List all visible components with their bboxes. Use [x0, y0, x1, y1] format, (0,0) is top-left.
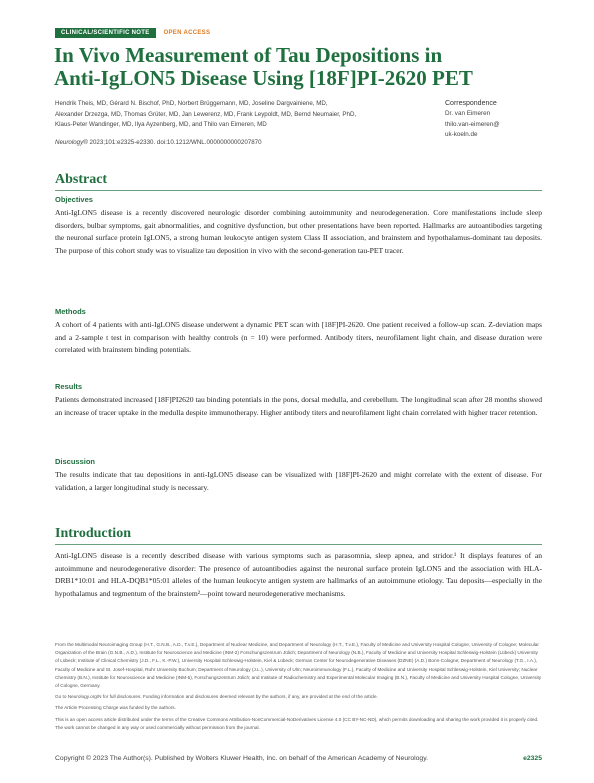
- correspondence-box: [445, 98, 545, 141]
- abstract-divider: [55, 190, 542, 191]
- page-number: e2325: [523, 755, 542, 762]
- discussion-heading: Discussion: [55, 457, 96, 466]
- article-title: [54, 44, 524, 90]
- section-badge: CLINICAL/SCIENTIFIC NOTE: [55, 28, 156, 38]
- methods-heading: Methods: [55, 307, 86, 316]
- citation-line: [55, 139, 262, 146]
- objectives-text: Anti-IgLON5 disease is a recently discovered neurologic disorder combining autoimmunity and neurodegeneration. Core manifestations include sleep disorders, bulbar symptoms, gait abnormalities, and cognitive dysfunction, but other presentations have been reported. Hallmarks are autoantibodies targeting the neuronal surface protein IgLON5, a strong human leukocyte antigen system Class II association, and brainstem and hypothalamus-dominant tau deposits. The purpose of this cohort study was to visualize tau deposition in vivo with the second-generation tau-PET tracer.: [55, 208, 542, 256]
- author-list: [55, 99, 410, 131]
- results-heading: Results: [55, 382, 83, 391]
- title-line-1: In Vivo Measurement of Tau Depositions in: [54, 43, 443, 67]
- correspondence-email-line-1[interactable]: thilo.van-eimeren@: [445, 120, 500, 128]
- correspondence-heading: Correspondence: [445, 100, 497, 107]
- methods-text: A cohort of 4 patients with anti-IgLON5 disease underwent a dynamic PET scan with [18F]PI-2620. One patient received a follow-up scan. Z-deviation maps and a 2-sample t test in comparison with healthy controls (n = 10) were performed. Antibody titers, neurofilament light chain, and disease duration were correlated with brainstem binding potentials.: [55, 320, 542, 355]
- correspondence-name: Dr. van Eimeren: [445, 110, 491, 117]
- affiliations-note: From the Multimodal Neuroimaging Group (H.T., G.N.B., A.D., T.v.E.), Department of Nuclear Medicine, and Department of Neurology (H.T., T.v.E.), Faculty of Medicine and University Hospital Cologne, University of Cologne; Molecular Organization of the Brain (G.N.B., A.D.), Institute for Neuroscience and Medicine (INM-2) Forschungszentrum Jülich; Department of Neurology (N.B.), Faculty of Medicine and University Hospital Schleswig-Holstein (Lübeck) University of Lübeck; Institute of Clinical Chemistry (J.D., F.L., K.-P.W.), University Hospital Schleswig-Holstein, Kiel & Lübeck; German Center for Neurodegenerative Diseases (DZNE) (A.D.) Bonn-Cologne; Department of Neurology (T.G., I.A.), Faculty of Medicine and St. Josef-Hospital, Ruhr University Bochum; Department of Neurology (J.L.), University of Ulm; Neuroimmunology (F.L.), Faculty of Medicine and University Hospital Schleswig-Holstein, Kiel University; Nuclear Chemistry (B.N.), Institute for Neuroscience and Medicine (INM-5), Forschungszentrum Jülich; and Institute of Radiochemistry and Experimental Molecular Imaging (B.N.), Faculty of Medicine and University Hospital Cologne, University of Cologne, Germany.: [55, 642, 542, 689]
- page-footer: [55, 755, 542, 762]
- copyright-text: Copyright © 2023 The Author(s). Published by Wolters Kluwer Health, Inc. on behalf of the American Academy of Neurology.: [55, 755, 428, 762]
- article-tags: [55, 28, 210, 38]
- footnotes: [55, 641, 542, 735]
- journal-name: Neurology: [55, 139, 84, 146]
- introduction-text: Anti-IgLON5 disease is a recently described disease with various symptoms such as parasomnia, sleep apnea, and stridor.¹ It displays features of an autoimmune and neurodegenerative disorder: The presence of autoantibodies against the neuronal surface protein IgLON5 and the association with HLA-DRB1*10:01 and HLA-DQB1*05:01 alleles of the human leukocyte antigen system are hallmarks of an autoimmune etiology. Tau deposits—especially in the hypothalamus and tegmentum of the brainstem²—point toward neurodegenerative mechanisms.: [55, 551, 542, 599]
- license-note: This is an open access article distributed under the terms of the Creative Commons Attribution-NonCommercial-NoDerivatives License 4.0 (CC BY-NC-ND), which permits downloading and sharing the work provided it is properly cited. The work cannot be changed in any way or used commercially without permission from the journal.: [55, 716, 539, 730]
- author-line-1: Hendrik Theis, MD, Gérard N. Bischof, PhD, Norbert Brüggemann, MD, Joseline Dargvainiene, MD,: [55, 100, 328, 107]
- objectives-heading: Objectives: [55, 195, 93, 204]
- author-line-3: Klaus-Peter Wandinger, MD, Ilya Ayzenberg, MD, and Thilo van Eimeren, MD: [55, 121, 267, 128]
- introduction-heading: Introduction: [55, 526, 131, 541]
- results-text: Patients demonstrated increased [18F]PI2620 tau binding potentials in the pons, dorsal medulla, and cerebellum. The longitudinal scan after 28 months showed an increase of tracer uptake in the medulla despite immunotherapy. Higher antibody titers and neurofilament light chain correlated with higher tracer retention.: [55, 395, 542, 417]
- open-access-label: OPEN ACCESS: [163, 30, 211, 36]
- author-line-2: Alexander Drzezga, MD, Thomas Grüter, MD, Jan Lewerenz, MD, Frank Leypoldt, MD, Bernd Neumaier, PhD,: [55, 110, 357, 118]
- abstract-heading: Abstract: [55, 172, 108, 187]
- disclosures-note: Go to Neurology.org/N for full disclosures. Funding information and disclosures deemed relevant by the authors, if any, are provided at the end of the article.: [55, 694, 378, 700]
- citation-details: ® 2023;101:e2325-e2330. doi:10.1212/WNL.0000000000207870: [83, 139, 262, 146]
- correspondence-email-line-2[interactable]: uk-koeln.de: [445, 131, 478, 138]
- introduction-divider: [55, 544, 542, 545]
- title-line-2: Anti-IgLON5 Disease Using [18F]PI-2620 PET: [54, 66, 473, 90]
- discussion-text: The results indicate that tau depositions in anti-IgLON5 disease can be visualized with [18F]PI-2620 and might correlate with the extent of disease. For validation, a larger longitudinal study is necessary.: [55, 470, 542, 492]
- processing-charge-note: The Article Processing Charge was funded by the authors.: [55, 705, 176, 711]
